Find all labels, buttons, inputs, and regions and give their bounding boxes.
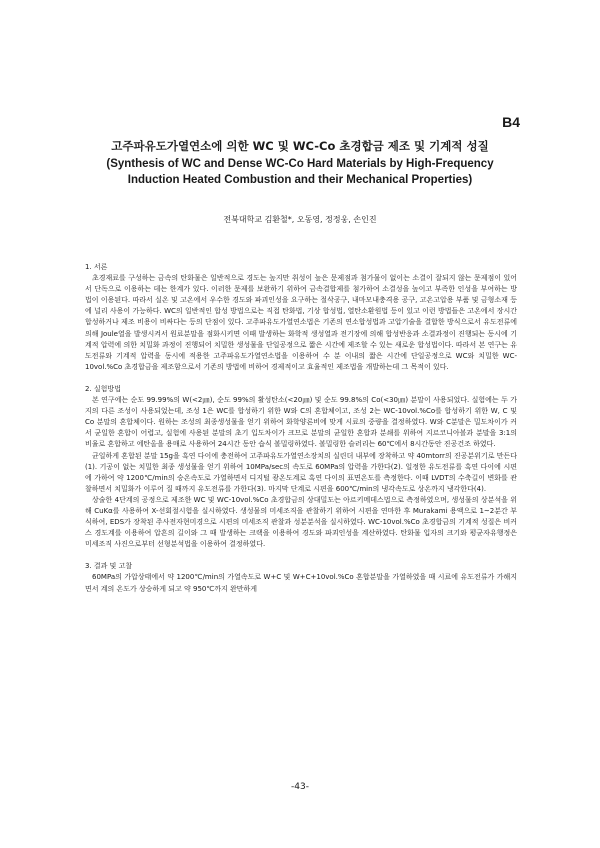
title-block	[80, 138, 520, 188]
method-paragraph-3: 상술한 4단계의 공정으로 제조한 WC 및 WC-10vol.%Co 초경합금의 상대밀도는 아르키메데스법으로 측정하였으며, 생성물의 상분석을 위해 CuKα를 사용하여 X-선회절시험을 실시하였다. 생성물의 미세조직을 관찰하기 위하여 시편을 연마한 후 Murakami 용액으로 1~2분간 부식하여, EDS가 장착된 주사전자현미경으로 시편의 미세조직 관찰과 성분분석을 실시하였다. WC-10vol.%Co 초경합금의 기계적 성질은 비커스 경도계를 이용하여 압흔의 길이와 그 때 발생하는 크랙을 이용하여 경도와 파괴인성을 계산하였다. 탄화물 입자의 크기와 평균자유행정은 미세조직 사진으로부터 선형분석법을 이용하여 결정하였다.	[85, 495, 517, 549]
title-english-line-2: Induction Heated Combustion and their Mechanical Properties)	[127, 174, 473, 186]
title-english-line-1: (Synthesis of WC and Dense WC-Co Hard Materials by High-Frequency	[106, 158, 494, 170]
method-paragraph-1: 본 연구에는 순도 99.99%의 W(<2㎛), 순도 99%의 활성탄소(<20㎛) 및 순도 99.8%의 Co(<30㎛) 분말이 사용되었다. 실험에는 두 가지의 다른 조성이 사용되었는데, 조성 1은 WC를 합성하기 위한 W와 C의 혼합체이고, 조성 2는 WC-10vol.%Co를 합성하기 위한 W, C 및 Co 분말의 혼합체이다. 원하는 조성의 최종생성물을 얻기 위하여 화학양론비에 맞게 시료의 중량을 결정하였다. W와 C분말은 밀도차이가 커서 균일한 혼합이 어렵고, 실험에 사용된 분말의 초기 입도차이가 크므로 분말의 균일한 혼합과 분쇄를 위하여 지르코니아볼과 분말을 3:1의 비율로 혼합하고 에탄올을 용매로 사용하여 24시간 동안 습식 볼밀링하였다. 볼밀링한 슬러리는 60℃에서 8시간동안 진공건조 하였다.	[85, 396, 517, 449]
section-heading-results: 3. 결과 및 고찰	[85, 562, 133, 571]
results-paragraph: 60MPa의 가압상태에서 약 1200℃/min의 가열속도로 W+C 및 W+C+10vol.%Co 혼합분말을 가열하였을 때 시료에 유도전류가 가해지면서 계의 온도가 상승하게 되고 약 950℃까지 완만하게	[85, 573, 517, 593]
title-korean: 고주파유도가열연소에 의한 WC 및 WC-Co 초경합금 제조 및 기계적 성질	[111, 139, 489, 153]
method-paragraph-2: 균일하게 혼합된 분말 15g을 흑연 다이에 충전하여 고주파유도가열연소장치의 실린더 내부에 장착하고 약 40mtorr의 진공분위기로 만든다(1). 기공이 없는 치밀한 최종 생성물을 얻기 위하여 10MPa/sec의 속도로 60MPa의 압력을 가한다(2). 일정한 유도전류를 흑연 다이에 시편에 가하여 약 1200℃/min의 승온속도로 가열하면서 디지털 광온도계로 흑연 다이의 표면온도를 측정한다. 이때 LVDT의 수축길이 변화를 관찰하면서 치밀화가 이루어 질 때까지 유도전류를 가한다(3). 마지막 단계로 시편을 600℃/min의 냉각속도로 상온까지 냉각한다(4).	[85, 451, 517, 493]
session-code: B4	[502, 114, 520, 130]
section-heading-method: 2. 실험방법	[85, 384, 121, 393]
section-heading-intro: 1. 서론	[85, 263, 108, 271]
authors: 전북대학교 김환철*, 오동영, 정정웅, 손인진	[223, 215, 377, 224]
title-english	[80, 156, 520, 188]
body-text	[85, 262, 517, 595]
page-number: -43-	[291, 782, 309, 792]
intro-paragraph: 초경재료를 구성하는 금속의 탄화물은 일반적으로 경도는 높지만 취성이 높은 문제점과 첨가물이 없이는 소결이 잘되지 않는 문제점이 있어서 단독으로 이용하는 데는 한계가 있다. 이러한 문제를 보완하기 위하여 금속결합제를 첨가하여 소결성을 높이고 부족한 인성을 부여하는 방법이 이용된다. 따라서 실온 및 고온에서 우수한 경도와 파괴인성을 요구하는 절삭공구, 내마모내충격용 공구, 고온고압용 부품 및 금형소재 등에 널리 사용이 가능하다. WC의 일반적인 합성 방법으로는 직접 탄화법, 기상 합성법, 열탄소환원법 등이 있고 이런 방법들은 고온에서 장시간 합성하거나 제조 비용이 비싸다는 등의 단점이 있다. 고주파유도가열연소법은 기존의 연소합성법과 고압기술을 결합한 방식으로서 유도전류에 의해 Joule열을 발생시켜서 원료분말을 점화시키면 이때 발생하는 화학적 생성열과 전기장에 의해 합성반응과 소결과정이 진행되는 동시에 기계적 압력에 의한 치밀화 과정이 진행되어 치밀한 생성물을 단일공정으로 짧은 시간에 제조할 수 있는 새로운 합성법이다. 따라서 본 연구는 유도전류와 기계적 압력을 동시에 적용한 고주파유도가열연소법을 이용하여 수 분 이내의 짧은 시간에 단일공정으로 WC와 치밀한 WC-10vol.%Co 초경합금을 제조함으로서 기존의 방법에 비하여 경제적이고 효율적인 제조법을 개발하는데 그 목적이 있다.	[85, 274, 517, 371]
